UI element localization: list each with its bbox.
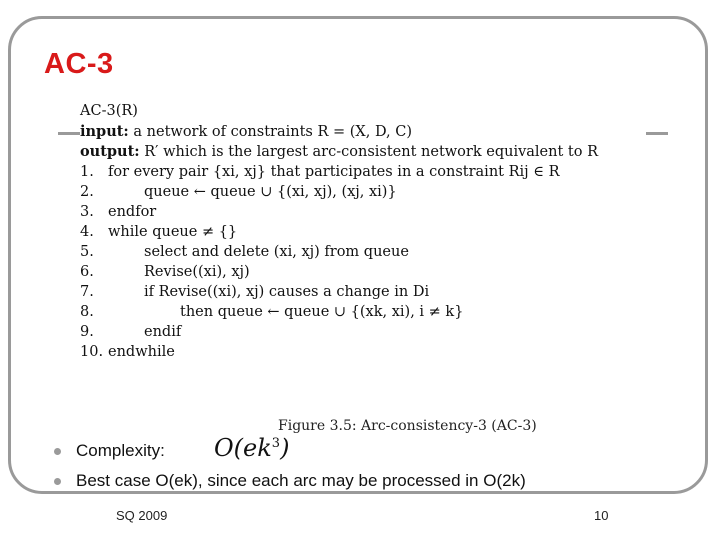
output-label: output: [80,143,140,160]
bullet-dot-icon [54,448,61,455]
output-text: R′ which is the largest arc-consistent network equivalent to R [144,144,598,160]
algorithm-line [80,282,660,302]
decorative-line-left [58,132,80,135]
input-label: input: [80,123,129,140]
algorithm-line [80,182,660,202]
algorithm-line [80,342,660,362]
line-number: 6. [80,264,94,280]
bullet-dot-icon [54,478,61,485]
line-number: 7. [80,284,94,300]
line-text: endif [144,324,182,340]
algorithm-line [80,242,660,262]
algorithm-line [80,322,660,342]
line-text: Revise((xi), xj) [144,264,250,280]
slide-title: AC-3 [44,48,114,80]
formula-base: O(ek [214,434,272,462]
line-text: if Revise((xi), xj) causes a change in Di [144,284,430,300]
algorithm-lines [80,162,660,362]
algorithm-name: AC-3(R) [80,103,138,119]
input-text: a network of constraints R = (X, D, C) [133,124,413,140]
algorithm-line [80,222,660,242]
formula-close: ) [280,434,290,462]
line-text: endwhile [108,344,175,360]
algorithm-box [80,100,660,362]
algorithm-line [80,202,660,222]
line-number: 5. [80,244,94,260]
formula-exponent: 3 [271,436,281,451]
line-text: queue ← queue ∪ {(xi, xj), (xj, xi)} [144,184,397,200]
line-number: 9. [80,324,94,340]
line-text: while queue ≠ {} [108,224,238,240]
algorithm-input [80,122,660,142]
footer-course: SQ 2009 [116,508,168,523]
line-number: 3. [80,204,94,220]
line-text: select and delete (xi, xj) from queue [144,244,409,260]
algorithm-output [80,142,660,162]
line-number: 4. [80,224,94,240]
algorithm-line [80,262,660,282]
line-number: 2. [80,184,94,200]
algorithm-line [80,302,660,322]
bullet-text: Best case O(ek), since each arc may be processed in O(2k) [76,471,526,490]
line-number: 1. [80,164,94,180]
complexity-formula [214,434,289,462]
figure-caption: Figure 3.5: Arc-consistency-3 (AC-3) [278,418,537,434]
page-number: 10 [594,508,609,523]
line-text: endfor [108,204,157,220]
algorithm-line [80,162,660,182]
line-number: 10. [80,344,104,360]
line-number: 8. [80,304,94,320]
bullet-text: Complexity: [76,441,165,460]
line-text: then queue ← queue ∪ {(xk, xi), i ≠ k} [180,304,464,320]
line-text: for every pair {xi, xj} that participates in a constraint Rij ∈ R [108,164,560,180]
